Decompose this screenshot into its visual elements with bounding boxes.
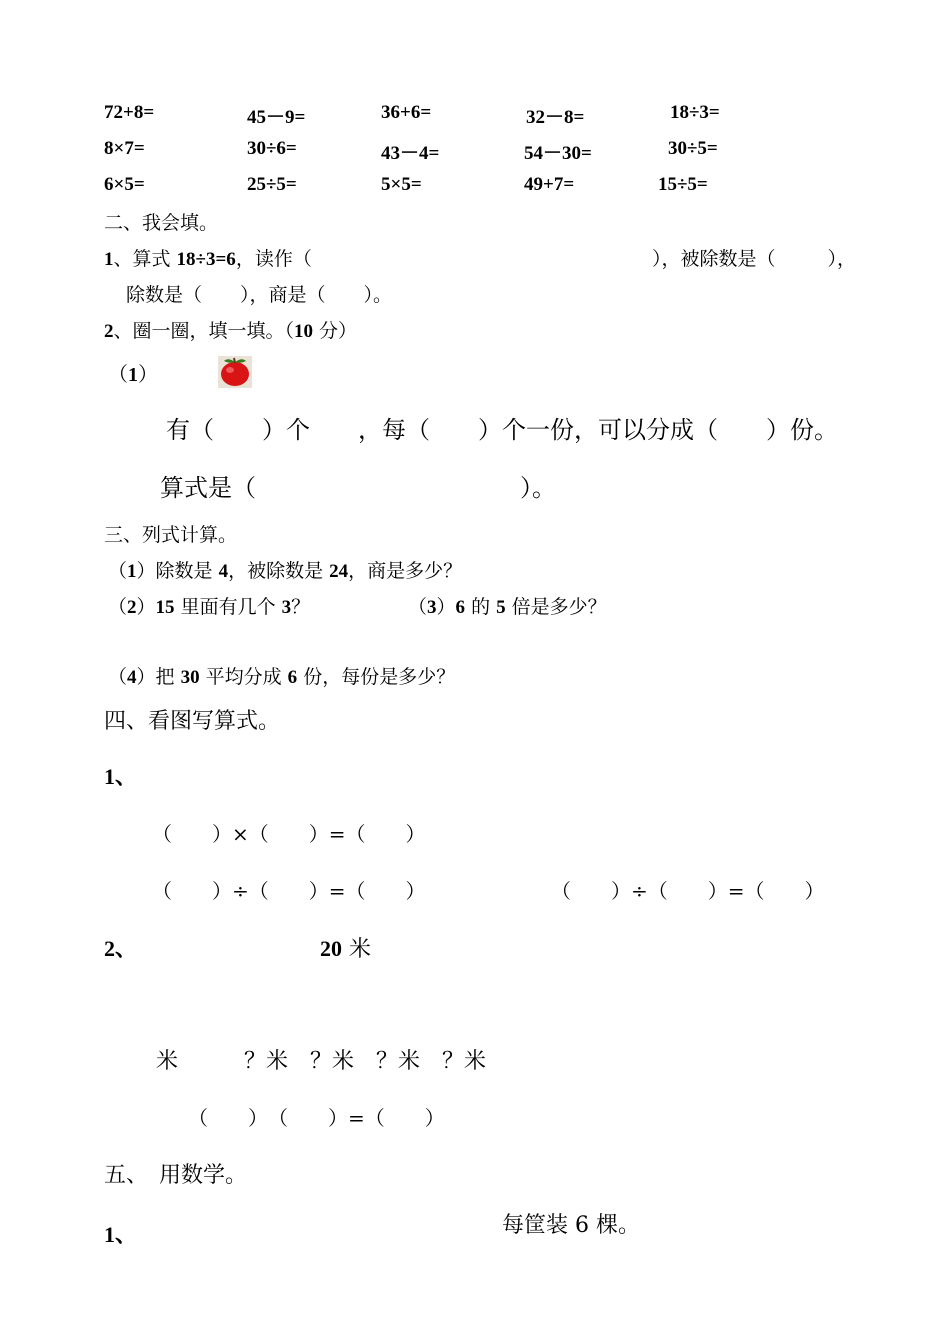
q2-1-expression: 18÷3=6 xyxy=(176,249,236,270)
p4-1-mul-formula: （ ）×（ ）=（ ） xyxy=(152,822,426,846)
arith-r3c5: 15÷5= xyxy=(658,174,708,195)
sub-1-formula: 算式是（ ）。 xyxy=(160,474,556,502)
q2-2-number: 2 xyxy=(104,321,114,342)
q2-2-unit: 分） xyxy=(313,320,358,342)
q3-4-n3: 6 xyxy=(287,667,298,688)
q3-4-p4: 份，每份是多少？ xyxy=(297,666,456,688)
q5-1-text: 每筐装 6 棵。 xyxy=(502,1213,640,1238)
q3-2-n2: 15 xyxy=(155,597,175,618)
q3-1-n1: 1 xyxy=(127,561,137,582)
sub-1-close: ） xyxy=(138,362,158,386)
arith-r1c1: 72+8= xyxy=(104,102,155,123)
arith-r2c3: 43－4= xyxy=(381,143,440,164)
q2-1-text-c: ，读作（ xyxy=(235,248,312,270)
q2-2-text: 、圈一圈，填一填。（ xyxy=(113,320,295,342)
arith-r1c5: 18÷3= xyxy=(670,102,720,123)
q3-1-p4: ，商是多少？ xyxy=(348,560,463,582)
q3-1 xyxy=(108,556,462,583)
p4-2-segment-labels: 米 ？米 ？米 ？米 ？米 xyxy=(156,1049,487,1074)
p4-2-total xyxy=(320,932,371,963)
arith-r1c4: 32－8= xyxy=(526,107,585,128)
arith-r2c2: 30÷6= xyxy=(247,138,297,159)
q3-2-p4: ？ xyxy=(291,596,311,618)
q3-3-n2: 6 xyxy=(455,597,466,618)
q2-1-text-e: ）， xyxy=(827,248,857,270)
p4-1-div-formula-2: （ ）÷（ ）=（ ） xyxy=(551,879,825,903)
q3-4-n2: 30 xyxy=(180,667,200,688)
section-4-heading: 四、看图写算式。 xyxy=(104,709,281,734)
q3-2 xyxy=(108,592,310,619)
q3-2-n1: 2 xyxy=(127,597,137,618)
q3-3-n1: 3 xyxy=(427,597,437,618)
q2-1-text-d: ），被除数是（ xyxy=(652,248,776,270)
arith-r2c4: 54－30= xyxy=(524,143,592,164)
q3-1-p3: ，被除数是 xyxy=(228,560,330,582)
q3-1-n3: 24 xyxy=(329,561,349,582)
arith-r3c2: 25÷5= xyxy=(247,174,297,195)
arith-r3c4: 49+7= xyxy=(524,174,575,195)
p4-2-total-unit: 米 xyxy=(342,937,371,962)
sub-1-label xyxy=(108,358,158,387)
q5-1-number: 1、 xyxy=(104,1222,138,1247)
apple-icon xyxy=(218,356,252,388)
q2-1-line2: 除数是（ ），商是（ ）。 xyxy=(126,284,393,306)
q3-3 xyxy=(408,592,607,619)
q2-1-number: 1 xyxy=(104,249,114,270)
q3-2-p3: 里面有几个 xyxy=(174,596,282,618)
q2-1-line1 xyxy=(104,244,312,271)
sub-1-num: 1 xyxy=(128,364,138,386)
arith-r2c1: 8×7= xyxy=(104,138,145,159)
q3-2-p1: （ xyxy=(108,596,128,618)
q3-3-p2: ） xyxy=(436,596,456,618)
p4-2-number: 2、 xyxy=(104,936,138,961)
q3-2-p2: ） xyxy=(136,596,156,618)
section-3-heading: 三、列式计算。 xyxy=(104,524,238,546)
q3-4-n1: 4 xyxy=(127,667,137,688)
arith-r2c5: 30÷5= xyxy=(668,138,718,159)
q3-4-p3: 平均分成 xyxy=(199,666,288,688)
p4-1-number: 1、 xyxy=(104,764,138,789)
sub-1-fill-line: 有（ ）个 ，每（ ）个一份，可以分成（ ）份。 xyxy=(166,416,838,444)
p4-1-div-formula-1: （ ）÷（ ）=（ ） xyxy=(152,879,426,903)
q2-2-score: 10 xyxy=(294,321,314,342)
q3-1-p2: ）除数是 xyxy=(136,560,219,582)
q3-4-p1: （ xyxy=(108,666,128,688)
q3-3-p4: 倍是多少？ xyxy=(505,596,607,618)
arith-r3c1: 6×5= xyxy=(104,174,145,195)
q2-1-line1-right xyxy=(652,244,856,271)
q3-2-n3: 3 xyxy=(281,597,292,618)
arith-r3c3: 5×5= xyxy=(381,174,422,195)
q3-3-n3: 5 xyxy=(496,597,506,618)
q3-4-p2: ）把 xyxy=(136,666,181,688)
q3-1-p1: （ xyxy=(108,560,128,582)
q2-2-line xyxy=(104,316,357,343)
arith-r1c2: 45－9= xyxy=(247,107,306,128)
p4-2-formula: （ ） （ ）=（ ） xyxy=(188,1106,445,1130)
q3-1-n2: 4 xyxy=(218,561,229,582)
q3-4 xyxy=(108,662,455,689)
sub-1-open: （ xyxy=(108,362,128,386)
p4-2-total-number: 20 xyxy=(320,936,342,961)
section-5-heading: 五、 用数学。 xyxy=(104,1163,248,1188)
section-2-heading: 二、我会填。 xyxy=(104,212,219,234)
q2-1-text-a: 、算式 xyxy=(113,248,177,270)
q3-3-p3: 的 xyxy=(465,596,497,618)
q3-3-p1: （ xyxy=(408,596,428,618)
arith-r1c3: 36+6= xyxy=(381,102,432,123)
